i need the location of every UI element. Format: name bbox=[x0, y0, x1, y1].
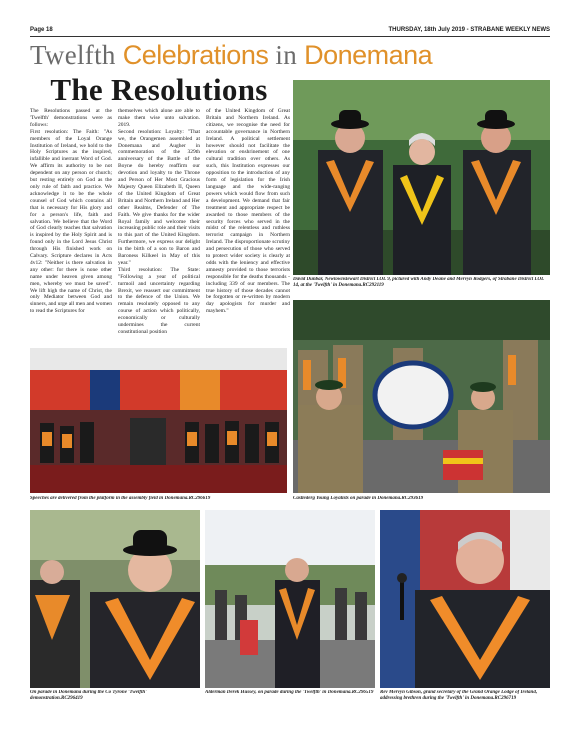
headline-word-4: Donemana bbox=[304, 40, 433, 70]
article-column-3: of the United Kingdom of Great Britain and Northern Ireland. As citizens, we recognise the need for accountable governance in Northern Ireland. A political settlement however should not facilitate the elevation or enshrinement of one cultural tradition over others. As such, this Institution expresses our opposition to the introduction of any form of legislation for the Irish language and the wide-ranging powers which would flow from such a development. We demand that fair treatment and appropriate respect be awarded to those members of the security forces who served in the midst of the relentless and ruthless terrorist campaign in Northern Ireland. The disproportionate scrutiny and persecution of those who served to protect wider society is clearly at odds with the leniency and effective amnesty provided to those terrorists responsible for the deaths thousands - including 339 of our members. The true history of those decades cannot be forgotten or re-written by modern day apologists for murder and mayhem." bbox=[206, 108, 290, 315]
date-line: THURSDAY, 18th July 2019 - STRABANE WEEKLY NEWS bbox=[388, 27, 550, 33]
caption-platform: Speeches are delivered from the platform in the assembly field in Donemana.RC296619 bbox=[30, 496, 211, 501]
photo-parade-men bbox=[30, 510, 200, 688]
headline-word-2: Celebrations bbox=[122, 40, 269, 70]
photo-hussey bbox=[205, 510, 375, 688]
page-headline bbox=[30, 38, 555, 72]
article-title: The Resolutions bbox=[50, 72, 268, 107]
header-rule bbox=[30, 36, 550, 37]
photo-platform bbox=[30, 348, 287, 493]
page-number: Page 18 bbox=[30, 27, 53, 33]
photo-gibson bbox=[380, 510, 550, 688]
photo-band bbox=[293, 300, 550, 493]
caption-band: Castlederg Young Loyalists on parade in Donemana.RC293619 bbox=[293, 496, 424, 501]
caption-three-men: David Dunbar, Newtownstewart District LOL 9, pictured with Andy Deane and Mervyn Rodgers, of Strabane District LOL 14, at the 'Twelfth' in Donemana.RC292119 bbox=[293, 277, 544, 289]
article-column-1: The Resolutions passed at the 'Twelfth' demonstrations were as follows: First resolution: The Faith: "As members of the Loyal Orange Institution of Ireland, we hold to the Holy Scriptures as the inspired, infallible and inerrant Word of God. We affirm its authority to be not dependent on any person or church; but resting entirely on God as the only rule of faith and practice. We acknowledge it to be the whole counsel of God which contains all that is necessary for His glory and for a person's life, faith and salvation. We believe that the Word of God clearly teaches that salvation is inspired by the Holy Spirit and is found only in the Lord Jesus Christ through His finished work on Calvary. Scripture declares in Acts 4v12: "Neither is there salvation in any other: for there is none other name under heaven given among men, whereby we must be saved". We lift high the name of Christ, the only Mediator between God and sinners, and urge all men and women to read the Scriptures for bbox=[30, 108, 112, 315]
article-column-2: themselves which alone are able to make them wise unto salvation. 2019. Second resolution: Loyalty: "That we, the Orangemen assembled at Donemana and Augher in commemoration of the 329th anniversary of the Battle of the Boyne do hereby reaffirm our devotion and loyalty to the Throne and Person of Her Most Gracious Majesty Queen Elizabeth II, Queen of the United Kingdom of Great Britain and Northern Ireland and Her other Realms, Defender of The Faith. We give thanks for the wider Royal family and welcome their increasing public role and their visits to this part of the United Kingdom. Furthermore, we express our delight in the birth of a son to Baron and Baroness Kilkeel in May of this year." Third resolution: The State: "Following a year of political turmoil and uncertainty regarding Brexit, we reassert our commitment to the defence of the Union. We remain resolutely opposed to any course of action which politically, economically or culturally undermines the current constitutional position bbox=[118, 108, 200, 335]
headline-word-3: in bbox=[275, 40, 298, 70]
headline-word-1: Twelfth bbox=[30, 40, 116, 70]
caption-parade-men: On parade in Donemana during the Co Tyrone 'Twelfth' demonstration.RC296419 bbox=[30, 690, 147, 702]
caption-gibson: Rev Mervyn Gibson, grand secretary of the Grand Orange Lodge of Ireland, addressing brethren during the 'Twelfth' in Donemana.RC296719 bbox=[380, 690, 538, 702]
caption-hussey: Alderman Derek Hussey, on parade during the 'Twelfth' in Donemana.RC296519 bbox=[205, 690, 374, 695]
photo-three-men bbox=[293, 80, 550, 275]
